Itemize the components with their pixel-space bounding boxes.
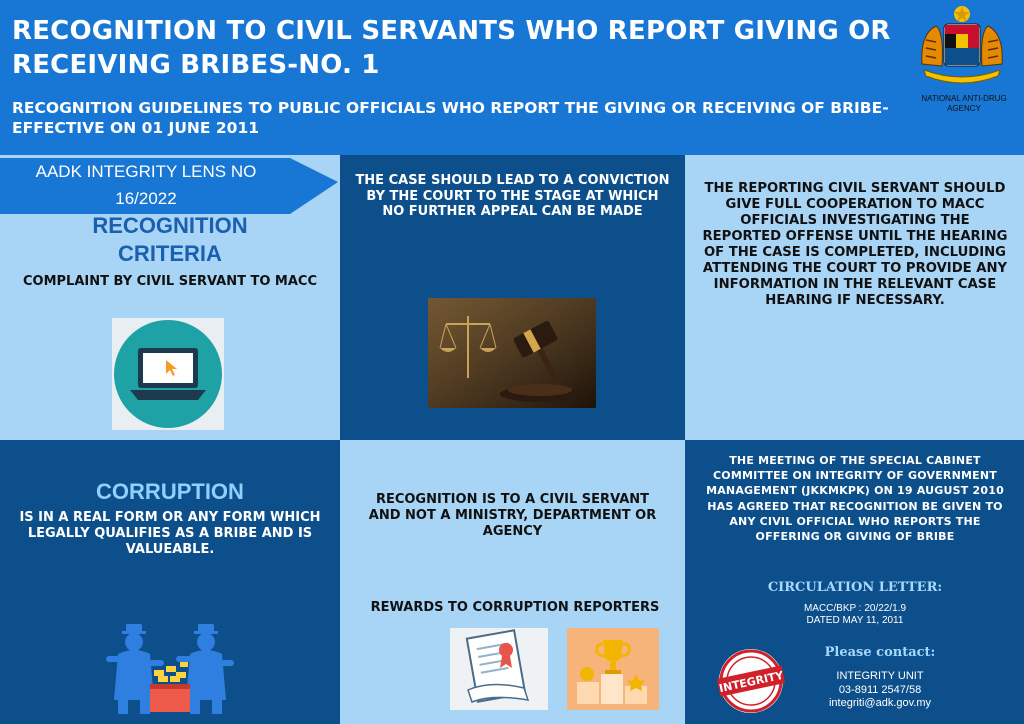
conviction-text: THE CASE SHOULD LEAD TO A CONVICTION BY THE COURT TO THE STAGE AT WHICH NO FURTHER APPEAL CAN BE MADE xyxy=(355,173,670,219)
contact-heading: Please contact: xyxy=(824,645,936,660)
lens-label: AADK INTEGRITY LENS NO 16/2022 xyxy=(35,162,257,208)
bribe-icon xyxy=(100,620,240,716)
integrity-stamp-icon xyxy=(716,646,786,716)
page-subtitle: RECOGNITION GUIDELINES TO PUBLIC OFFICIALS WHO REPORT THE GIVING OR RECEIVING OF BRIBE-EFFECTIVE ON 01 JUNE 2011 xyxy=(12,99,889,137)
agency-name: NATIONAL ANTI-DRUG AGENCY xyxy=(921,94,1007,113)
header-banner xyxy=(0,0,1024,155)
circulation-date: DATED MAY 11, 2011 xyxy=(806,615,904,626)
contact-phone: 03-8911 2547/58 xyxy=(838,683,922,696)
circulation-details xyxy=(700,603,1010,627)
circulation-heading: CIRCULATION LETTER: xyxy=(767,580,943,595)
coat-of-arms-icon xyxy=(914,4,1010,90)
gavel-icon xyxy=(428,298,596,408)
circulation-ref: MACC/BKP : 20/22/1.9 xyxy=(803,603,907,614)
laptop-icon xyxy=(112,318,224,430)
certificate-icon xyxy=(450,628,548,710)
recognition-text: RECOGNITION IS TO A CIVIL SERVANT AND NOT A MINISTRY, DEPARTMENT OR AGENCY xyxy=(368,492,657,539)
corruption-text: IS IN A REAL FORM OR ANY FORM WHICH LEGALLY QUALIFIES AS A BRIBE AND IS VALUEABLE. xyxy=(19,510,321,557)
corruption-heading: CORRUPTION xyxy=(96,479,244,504)
contact-email[interactable]: integriti@adk.gov.my xyxy=(828,697,932,710)
contact-details xyxy=(780,670,980,711)
stamp-text: INTEGRITY xyxy=(717,668,785,696)
cooperation-text: THE REPORTING CIVIL SERVANT SHOULD GIVE FULL COOPERATION TO MACC OFFICIALS INVESTIGATING THE REPORTED OFFENSE UNTIL THE HEARING OF THE CASE IS COMPLETED, INCLUDING ATTENDING THE COURT TO PROVIDE ANY INFORMATION IN THE RELEVANT CASE HEARING IF NECESSARY. xyxy=(702,181,1008,308)
criteria-heading: RECOGNITION CRITERIA xyxy=(92,213,248,266)
rewards-heading: REWARDS TO CORRUPTION REPORTERS xyxy=(370,600,660,615)
page-title: RECOGNITION TO CIVIL SERVANTS WHO REPORT GIVING OR RECEIVING BRIBES-NO. 1 xyxy=(12,16,891,80)
meeting-text: THE MEETING OF THE SPECIAL CABINET COMMITTEE ON INTEGRITY OF GOVERNMENT MANAGEMENT (JKKMKPK) ON 19 AUGUST 2010 HAS AGREED THAT RECOGNITION BE GIVEN TO ANY CIVIL OFFICIAL WHO REPORTS THE OFFERING OR GIVING OF BRIBE xyxy=(706,454,1004,544)
contact-unit: INTEGRITY UNIT xyxy=(836,670,924,682)
trophy-icon xyxy=(567,628,659,710)
criteria-text: COMPLAINT BY CIVIL SERVANT TO MACC xyxy=(22,274,318,289)
